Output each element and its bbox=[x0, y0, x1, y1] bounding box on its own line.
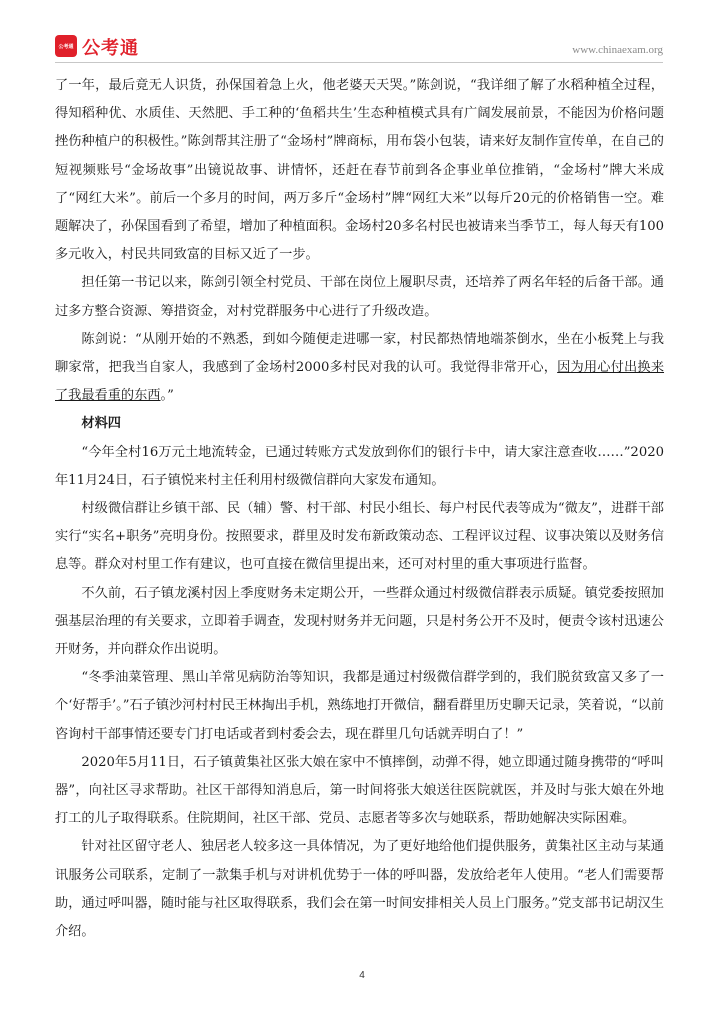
paragraph-continued: 了一年，最后竟无人识货，孙保国着急上火，他老婆天天哭。”陈剑说，“我详细了解了水稻种植全过程，得知稻种优、水质佳、天然肥、手工种的‘鱼稻共生’生态种植模式具有广阔发展前景，不能因为价格问题挫伤种植户的积极性。”陈剑帮其注册了“金场村”牌商标，用布袋小包装，请来好友制作宣传单，在自己的短视频账号“金场故事”出镜说故事、讲情怀，还赶在春节前到各企事业单位推销，“金场村”牌大米成了“网红大米”。前后一个多月的时间，两万多斤“金场村”牌“网红大米”以每斤20元的价格销售一空。难题解决了，孙保国看到了希望，增加了种植面积。金场村20多名村民也被请来当季节工，每人每天有100多元收入，村民共同致富的目标又近了一步。 bbox=[55, 78, 665, 263]
logo-badge: 公考通 bbox=[55, 35, 77, 57]
page-header bbox=[55, 34, 663, 62]
paragraph: 村级微信群让乡镇干部、民（辅）警、村干部、村民小组长、每户村民代表等成为“微友”，进群干部实行“实名+职务”亮明身份。按照要求，群里及时发布新政策动态、工程评议过程、议事决策以及财务信息等。群众对村里工作有建议，也可直接在微信里提出来，还可对村里的重大事项进行监督。 bbox=[55, 501, 664, 573]
logo-name: 公考通 bbox=[82, 38, 139, 59]
paragraph: 担任第一书记以来，陈剑引领全村党员、干部在岗位上履职尽责，还培养了两名年轻的后备干部。通过多方整合资源、筹措资金，对村党群服务中心进行了升级改造。 bbox=[55, 275, 664, 319]
site-url: www.chinaexam.org bbox=[572, 44, 663, 56]
paragraph: “冬季油菜管理、黑山羊常见病防治等知识，我都是通过村级微信群学到的，我们脱贫致富又多了一个‘好帮手’。”石子镇沙河村村民王林掏出手机，熟练地打开微信，翻看群里历史聊天记录，笑着说，“以前咨询村干部事情还要专门打电话或者到村委会去，现在群里几句话就弄明白了！” bbox=[55, 670, 664, 742]
paragraph: “今年全村16万元土地流转金，已通过转账方式发放到你们的银行卡中，请大家注意查收……”2020年11月24日，石子镇悦来村主任利用村级微信群向大家发布通知。 bbox=[55, 444, 664, 488]
document-body bbox=[55, 72, 664, 946]
underlined-phrase: 因为用心付出换来了我最看重的东西 bbox=[55, 360, 665, 404]
paragraph: 针对社区留守老人、独居老人较多这一具体情况，为了更好地给他们提供服务，黄集社区主动与某通讯服务公司联系，定制了一款集手机与对讲机优势于一体的呼叫器，发放给老年人使用。“老人们需要帮助，通过呼叫器，随时能与社区取得联系，我们会在第一时间安排相关人员上门服务。”党支部书记胡汉生介绍。 bbox=[55, 839, 664, 940]
quote-text: 陈剑说：“从刚开始的不熟悉，到如今随便走进哪一家，村民都热情地端茶倒水，坐在小板凳上与我聊家常，把我当自家人，我感到了金场村2000多村民对我的认可。我觉得非常开心， bbox=[55, 331, 664, 376]
paragraph: 不久前，石子镇龙溪村因上季度财务未定期公开，一些群众通过村级微信群表示质疑。镇党委按照加强基层治理的有关要求，立即着手调查，发现村财务并无问题，只是村务公开不及时，便责令该村迅速公开财务，并向群众作出说明。 bbox=[55, 585, 664, 658]
quote-end: 。” bbox=[160, 388, 174, 404]
page-number: 4 bbox=[359, 970, 365, 981]
paragraph: 2020年5月11日，石子镇黄集社区张大娘在家中不慎摔倒，动弹不得，她立即通过随身携带的“呼叫器”，向社区寻求帮助。社区干部得知消息后，第一时间将张大娘送往医院就医，并及时与张大娘在外地打工的儿子取得联系。住院期间，社区干部、党员、志愿者等多次与她联系，帮助她解决实际困难。 bbox=[55, 754, 664, 827]
header-divider bbox=[55, 62, 663, 63]
paragraph-quote bbox=[55, 326, 664, 411]
section-heading: 材料四 bbox=[81, 416, 121, 432]
